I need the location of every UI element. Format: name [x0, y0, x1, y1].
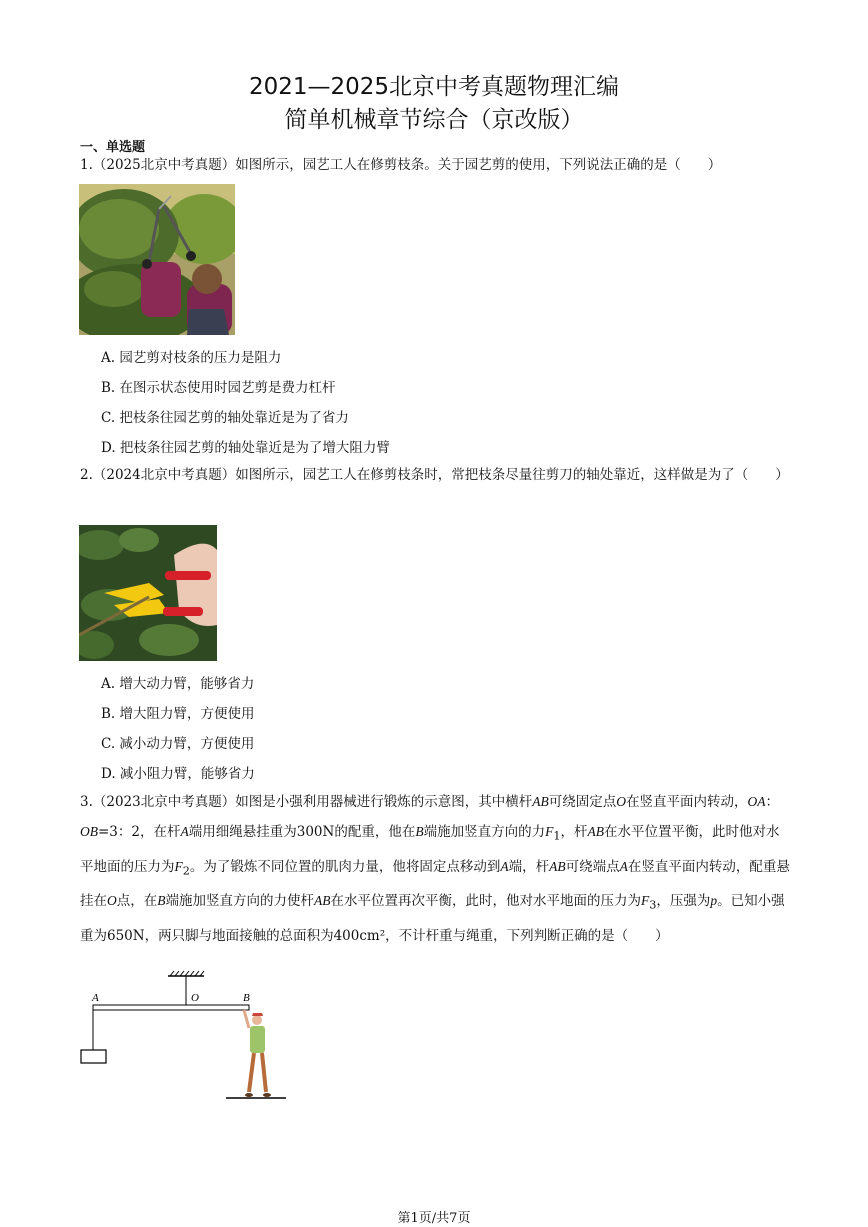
label-o: O — [191, 992, 199, 1004]
question-3-stem: 3.（2023北京中考真题）如图是小强利用器械进行锻炼的示意图，其中横杆AB可绕固定点O在竖直平面内转动，OA：OB=3：2，在杆A端用细绳悬挂重为300N的配重，他在B端施加竖直方向的力$F_1$，杆AB在水平位置平衡，此时他对水平地面的压力为$F_2$。为了锻炼不同位置的肌肉力量，他将固定点移动到A端，杆AB可绕端点A在竖直平面内转动，配重悬挂在O点，在B端施加竖直方向的力使杆AB在水平位置再次平衡，此时，他对水平地面的压力为$F_3$，压强为p。已知小强重为650N，两只脚与地面接触的总面积为400cm²，不计杆重与绳重，下列判断正确的是（ ） — [80, 794, 790, 945]
label-b: B — [243, 992, 250, 1004]
question-1-option-a: A. 园艺剪对枝条的压力是阻力 — [101, 350, 282, 366]
question-2-option-a: A. 增大动力臂，能够省力 — [101, 676, 255, 692]
lever-diagram — [76, 968, 296, 1104]
question-1-stem: 1.（2025北京中考真题）如图所示，园艺工人在修剪枝条。关于园艺剪的使用，下列说法正确的是（ ） — [80, 157, 722, 173]
question-1-option-c: C. 把枝条往园艺剪的轴处靠近是为了省力 — [101, 410, 349, 426]
person-figure — [244, 1010, 271, 1097]
document-title: 2021—2025北京中考真题物理汇编 — [248, 74, 620, 100]
question-2-stem: 2.（2024北京中考真题）如图所示，园艺工人在修剪枝条时，常把枝条尽量往剪刀的轴处靠近，这样做是为了（ ） — [80, 467, 789, 483]
question-2-photo — [79, 525, 217, 661]
page-footer: 第1页/共7页 — [397, 1211, 471, 1226]
document-subtitle: 简单机械章节综合（京改版） — [284, 107, 584, 133]
question-1-photo — [79, 184, 235, 335]
question-1-option-b: B. 在图示状态使用时园艺剪是费力杠杆 — [101, 380, 336, 396]
question-2-option-b: B. 增大阻力臂，方便使用 — [101, 706, 255, 722]
section-heading: 一、单选题 — [80, 140, 146, 155]
question-1-option-d: D. 把枝条往园艺剪的轴处靠近是为了增大阻力臂 — [101, 440, 390, 456]
question-2-option-d: D. 减小阻力臂，能够省力 — [101, 766, 255, 782]
question-2-option-c: C. 减小动力臂，方便使用 — [101, 736, 255, 752]
label-a: A — [92, 992, 99, 1004]
